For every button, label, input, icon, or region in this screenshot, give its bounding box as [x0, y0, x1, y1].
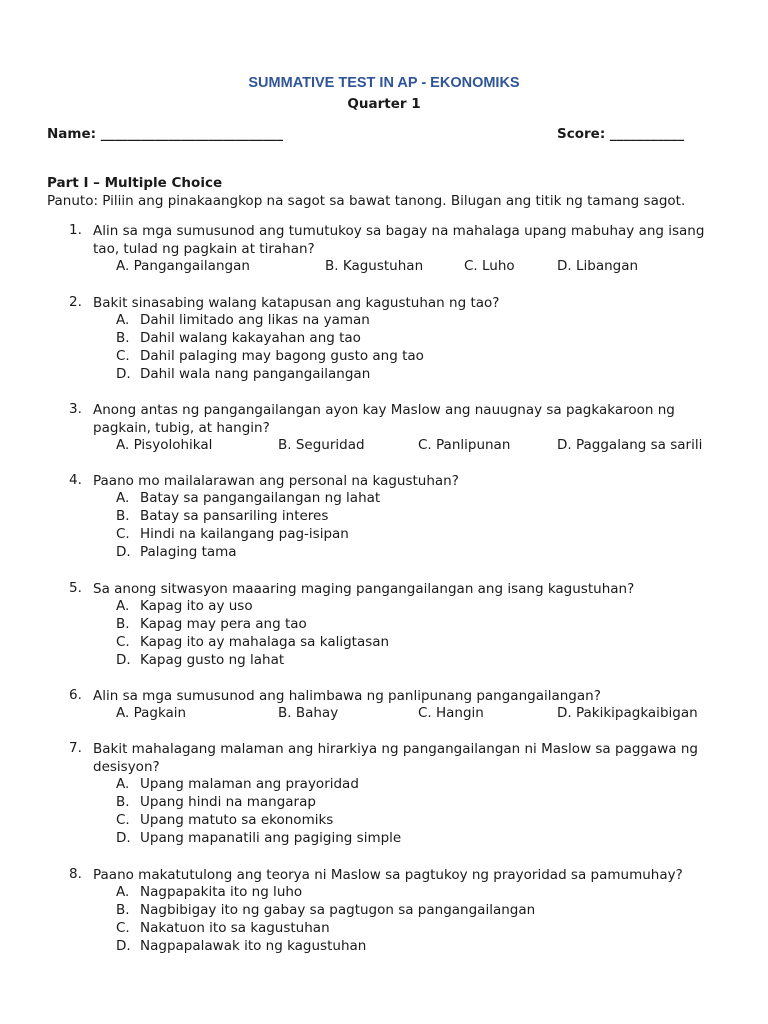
score-field-label: Score: ___________: [557, 126, 685, 142]
choice-c-letter: C.: [116, 634, 130, 650]
choice-b-letter: B.: [116, 330, 130, 346]
choice-b: B. Seguridad: [278, 437, 365, 453]
choice-b-letter: B.: [116, 794, 130, 810]
quarter-subtitle: Quarter 1: [347, 96, 421, 112]
choice-b: B. Kagustuhan: [325, 258, 424, 274]
question-number: 7.: [69, 740, 82, 756]
question-number: 6.: [69, 687, 82, 703]
choice-a-text: Batay sa pangangailangan ng lahat: [140, 490, 381, 506]
question-number: 5.: [69, 580, 82, 596]
page-title: SUMMATIVE TEST IN AP - EKONOMIKS: [248, 75, 520, 91]
choice-b-text: Dahil walang kakayahan ang tao: [140, 330, 361, 346]
choice-b-text: Upang hindi na mangarap: [140, 794, 316, 810]
question-text: Bakit mahalagang malaman ang hirarkiya ng pangangailangan ni Maslow sa paggawa ng desisyon?: [93, 741, 698, 775]
choice-b-letter: B.: [116, 902, 130, 918]
choice-a-text: Dahil limitado ang likas na yaman: [140, 312, 370, 328]
choice-d-text: Upang mapanatili ang pagiging simple: [140, 830, 402, 846]
question-text: Paano makatutulong ang teorya ni Maslow sa pagtukoy ng prayoridad sa pamumuhay?: [93, 867, 683, 883]
choice-d-letter: D.: [116, 652, 131, 668]
choice-b-letter: B.: [116, 508, 130, 524]
choice-c-letter: C.: [116, 526, 130, 542]
choice-d-text: Dahil wala nang pangangailangan: [140, 366, 371, 382]
choice-a: A. Pagkain: [116, 705, 187, 721]
choice-d: D. Pakikipagkaibigan: [557, 705, 698, 721]
name-field-label: Name: ___________________________: [47, 126, 283, 142]
choice-d-text: Nagpapalawak ito ng kagustuhan: [140, 938, 367, 954]
choice-a-letter: A.: [116, 598, 130, 614]
choice-b-text: Kapag may pera ang tao: [140, 616, 307, 632]
choice-a: A. Pisyolohikal: [116, 437, 213, 453]
choice-d-text: Kapag gusto ng lahat: [140, 652, 285, 668]
choice-c: C. Panlipunan: [418, 437, 511, 453]
question-text: Bakit sinasabing walang katapusan ang kagustuhan ng tao?: [93, 295, 500, 311]
choice-c-text: Kapag ito ay mahalaga sa kaligtasan: [140, 634, 390, 650]
question-number: 2.: [69, 294, 82, 310]
choice-b: B. Bahay: [278, 705, 339, 721]
choice-a-letter: A.: [116, 776, 130, 792]
choice-a: A. Pangangailangan: [116, 258, 250, 274]
question-number: 8.: [69, 866, 82, 882]
choice-c-text: Dahil palaging may bagong gusto ang tao: [140, 348, 424, 364]
choice-a-letter: A.: [116, 490, 130, 506]
choice-d: D. Libangan: [557, 258, 639, 274]
choice-a-text: Kapag ito ay uso: [140, 598, 253, 614]
part-heading: Part I – Multiple Choice: [47, 175, 223, 191]
choice-c-letter: C.: [116, 812, 130, 828]
question-text: Sa anong sitwasyon maaaring maging pangangailangan ang isang kagustuhan?: [93, 581, 635, 597]
choice-c-text: Upang matuto sa ekonomiks: [140, 812, 334, 828]
choice-c: C. Hangin: [418, 705, 484, 721]
choice-c-text: Hindi na kailangang pag-isipan: [140, 526, 349, 542]
question-text: Anong antas ng pangangailangan ayon kay Maslow ang nauugnay sa pagkakaroon ng pagkain, tubig, at hangin?: [93, 402, 675, 436]
question-text: Paano mo mailalarawan ang personal na kagustuhan?: [93, 473, 459, 489]
choice-d-letter: D.: [116, 938, 131, 954]
choice-a-letter: A.: [116, 884, 130, 900]
question-text: Alin sa mga sumusunod ang tumutukoy sa bagay na mahalaga upang mabuhay ang isang tao, tulad ng pagkain at tirahan?: [93, 223, 705, 257]
choice-b-text: Batay sa pansariling interes: [140, 508, 329, 524]
choice-d-letter: D.: [116, 544, 131, 560]
question-number: 1.: [69, 222, 82, 238]
choice-d: D. Paggalang sa sarili: [557, 437, 703, 453]
choice-d-letter: D.: [116, 830, 131, 846]
question-text: Alin sa mga sumusunod ang halimbawa ng panlipunang pangangailangan?: [93, 688, 601, 704]
choice-a-letter: A.: [116, 312, 130, 328]
question-number: 3.: [69, 401, 82, 417]
instructions: Panuto: Piliin ang pinakaangkop na sagot sa bawat tanong. Bilugan ang titik ng tamang sagot.: [47, 193, 686, 209]
choice-b-letter: B.: [116, 616, 130, 632]
choice-c-letter: C.: [116, 920, 130, 936]
choice-a-text: Nagpapakita ito ng luho: [140, 884, 303, 900]
question-number: 4.: [69, 472, 82, 488]
choice-c-letter: C.: [116, 348, 130, 364]
choice-d-text: Palaging tama: [140, 544, 237, 560]
choice-d-letter: D.: [116, 366, 131, 382]
choice-c: C. Luho: [464, 258, 515, 274]
choice-c-text: Nakatuon ito sa kagustuhan: [140, 920, 330, 936]
choice-b-text: Nagbibigay ito ng gabay sa pagtugon sa pangangailangan: [140, 902, 536, 918]
choice-a-text: Upang malaman ang prayoridad: [140, 776, 359, 792]
